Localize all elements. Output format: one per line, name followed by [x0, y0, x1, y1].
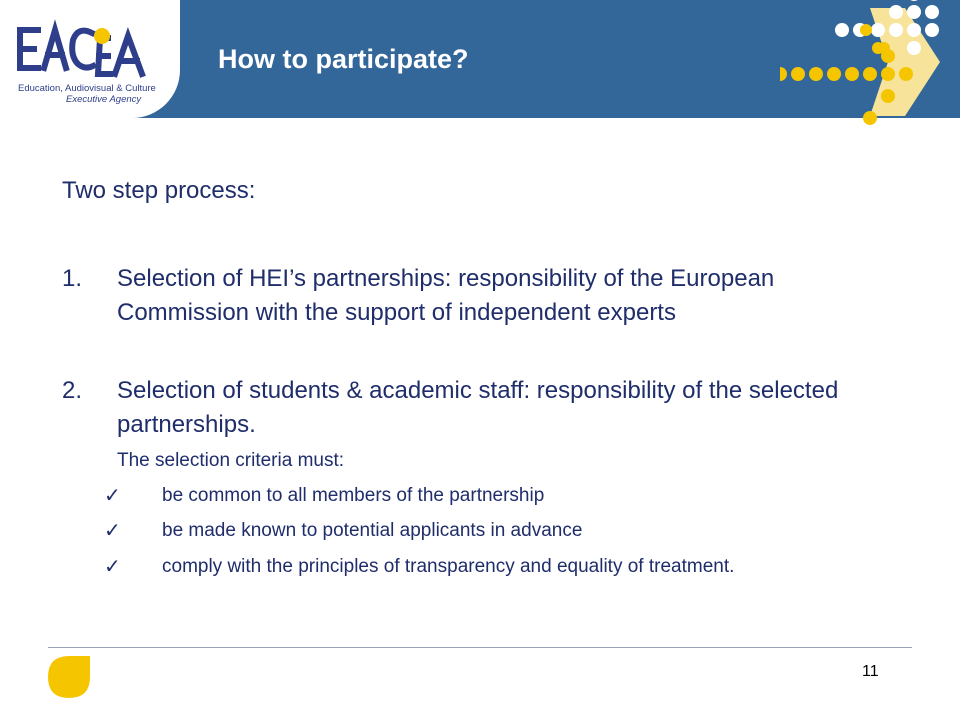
criteria-text: comply with the principles of transparency and equality of treatment. [162, 556, 735, 577]
slide-title: How to participate? [218, 44, 469, 74]
footer-divider [48, 647, 912, 648]
step-number: 1. [62, 265, 83, 292]
checkmark-icon: ✓ [104, 485, 121, 507]
criteria-text: be made known to potential applicants in advance [162, 520, 583, 541]
logo-tagline-1: Education, Audiovisual & Culture [18, 83, 156, 94]
intro-text: Two step process: [62, 177, 256, 204]
criteria-intro: The selection criteria must: [117, 450, 345, 471]
checkmark-icon: ✓ [104, 556, 121, 578]
step-number: 2. [62, 377, 83, 404]
footer-logo-shape [46, 654, 92, 700]
checkmark-icon: ✓ [104, 520, 121, 542]
step-text: Selection of students & academic staff: responsibility of the selected partnerships. [117, 377, 839, 438]
criteria-text: be common to all members of the partnership [162, 485, 545, 506]
step-text: Selection of HEI’s partnerships: responsibility of the European Commission with the support of independent experts [117, 265, 775, 326]
logo-tagline-2: Executive Agency [66, 94, 142, 105]
page-number: 11 [862, 663, 879, 680]
